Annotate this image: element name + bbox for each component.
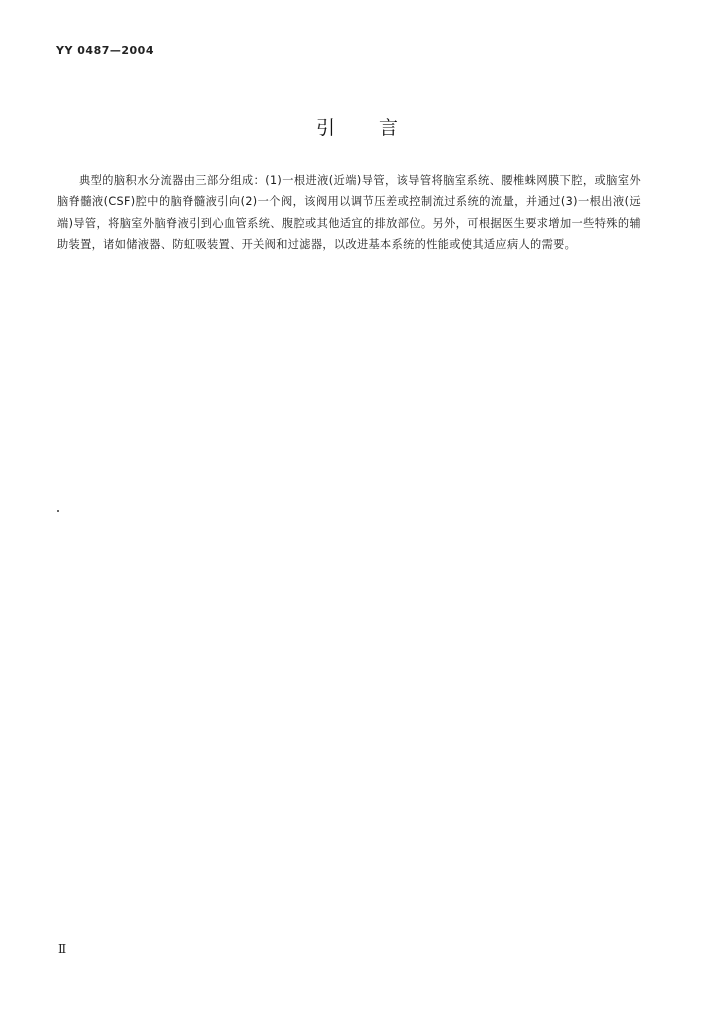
page-number: Ⅱ bbox=[58, 942, 67, 956]
standard-code-header: YY 0487—2004 bbox=[56, 44, 154, 57]
intro-paragraph: 典型的脑积水分流器由三部分组成：(1)一根进液(近端)导管，该导管将脑室系统、腰椎蛛网膜下腔，或脑室外脑脊髓液(CSF)腔中的脑脊髓液引向(2)一个阀，该阀用以调节压差或控制流过系统的流量，并通过(3)一根出液(远端)导管，将脑室外脑脊液引到心血管系统、腹腔或其他适宜的排放部位。另外，可根据医生要求增加一些特殊的辅助装置，诸如储液器、防虹吸装置、开关阀和过滤器，以改进基本系统的性能或使其适应病人的需要。 bbox=[57, 174, 641, 252]
scan-speck bbox=[57, 510, 59, 512]
section-title: 引言 bbox=[315, 117, 442, 139]
